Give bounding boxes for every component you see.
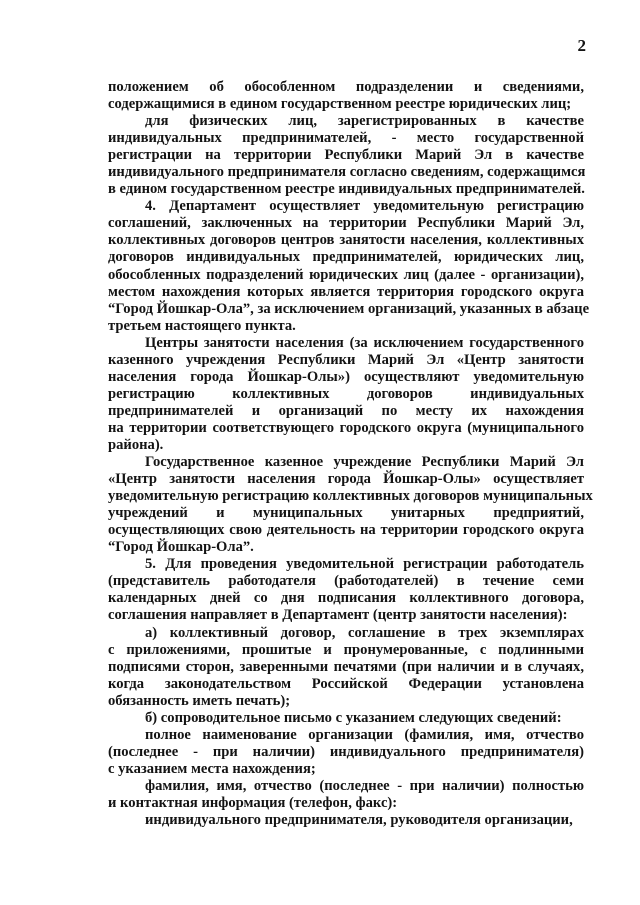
paragraph [108,812,584,829]
text-line: (последнее - при наличии) индивидуального предпринимателя) [108,743,584,760]
text-line: предпринимателей и организаций по месту их нахождения [108,402,584,419]
text-line: соглашения направляет в Департамент (центр занятости населения): [108,607,568,624]
text-line: б) сопроводительное письмо с указанием следующих сведений: [145,709,562,726]
text-line: подписями сторон, заверенными печатями (при наличии и в случаях, [108,658,584,675]
text-line: регистрации на территории Республики Марий Эл в качестве [108,147,584,164]
text-line: обязанность иметь печать); [108,692,291,709]
text-line: учреждений и муниципальных унитарных предприятий, [108,505,584,522]
text-line: на территории соответствующего городского округа (муниципального [108,419,584,436]
text-line: 4. Департамент осуществляет уведомительную регистрацию [145,198,584,215]
text-line: Государственное казенное учреждение Республики Марий Эл [145,454,584,471]
text-line: индивидуальных предпринимателей, - место государственной [108,130,584,147]
paragraph [108,625,584,710]
paragraph [108,556,584,624]
text-line: 5. Для проведения уведомительной регистрации работодатель [145,556,584,573]
text-line: полное наименование организации (фамилия, имя, отчество [145,726,584,743]
text-line: когда законодательством Российской Федерации установлена [108,675,584,692]
document-body [108,79,593,829]
text-line: договоров индивидуальных предпринимателей, юридических лиц, [108,249,584,266]
text-line: (представитель работодателя (работодателей) в течение семи [108,573,584,590]
text-line: индивидуального предпринимателя согласно сведениям, содержащимся [108,164,586,181]
text-line: индивидуального предпринимателя, руководителя организации, [145,812,573,829]
text-line: с приложениями, прошитые и пронумерованные, с подлинными [108,641,584,658]
text-line: обособленных подразделений юридических лиц (далее - организации), [108,266,584,283]
text-line: местом нахождения которых является территория городского округа [108,283,584,300]
page-number: 2 [577,36,586,55]
text-line: «Центр занятости населения города Йошкар-Олы» осуществляет [108,471,584,488]
text-line: “Город Йошкар-Ола”, за исключением организаций, указанных в абзаце [108,300,590,317]
text-line: казенного учреждения Республики Марий Эл «Центр занятости [108,351,584,368]
paragraph [108,727,584,778]
paragraph [108,198,590,334]
text-line: в едином государственном реестре индивидуальных предпринимателей. [108,181,585,198]
text-line: коллективных договоров центров занятости населения, коллективных [108,232,584,249]
text-line: населения города Йошкар-Олы») осуществляют уведомительную [108,368,584,385]
text-line: положением об обособленном подразделении и сведениями, [108,79,584,95]
text-line: регистрацию коллективных договоров индивидуальных [108,385,584,402]
text-line: для физических лиц, зарегистрированных в качестве [145,113,584,130]
paragraph [108,454,593,556]
text-line: и контактная информация (телефон, факс): [108,794,398,811]
paragraph [108,79,584,113]
text-line: уведомительную регистрацию коллективных договоров муниципальных [108,488,593,505]
text-line: третьем настоящего пункта. [108,317,296,334]
paragraph [108,778,584,812]
paragraph [108,335,584,454]
text-line: календарных дней со дня подписания коллективного договора, [108,590,584,607]
text-line: содержащимися в едином государственном реестре юридических лиц; [108,96,572,113]
paragraph [108,710,584,727]
paragraph [108,113,584,198]
text-line: района). [108,436,164,453]
text-line: “Город Йошкар-Ола”. [108,539,254,556]
text-line: Центры занятости населения (за исключением государственного [145,334,584,351]
text-line: а) коллективный договор, соглашение в трех экземплярах [145,624,584,641]
text-line: осуществляющих свою деятельность на территории городского округа [108,522,584,539]
text-line: с указанием места нахождения; [108,760,316,777]
text-line: фамилия, имя, отчество (последнее - при наличии) полностью [145,777,584,794]
text-line: соглашений, заключенных на территории Республики Марий Эл, [108,215,584,232]
